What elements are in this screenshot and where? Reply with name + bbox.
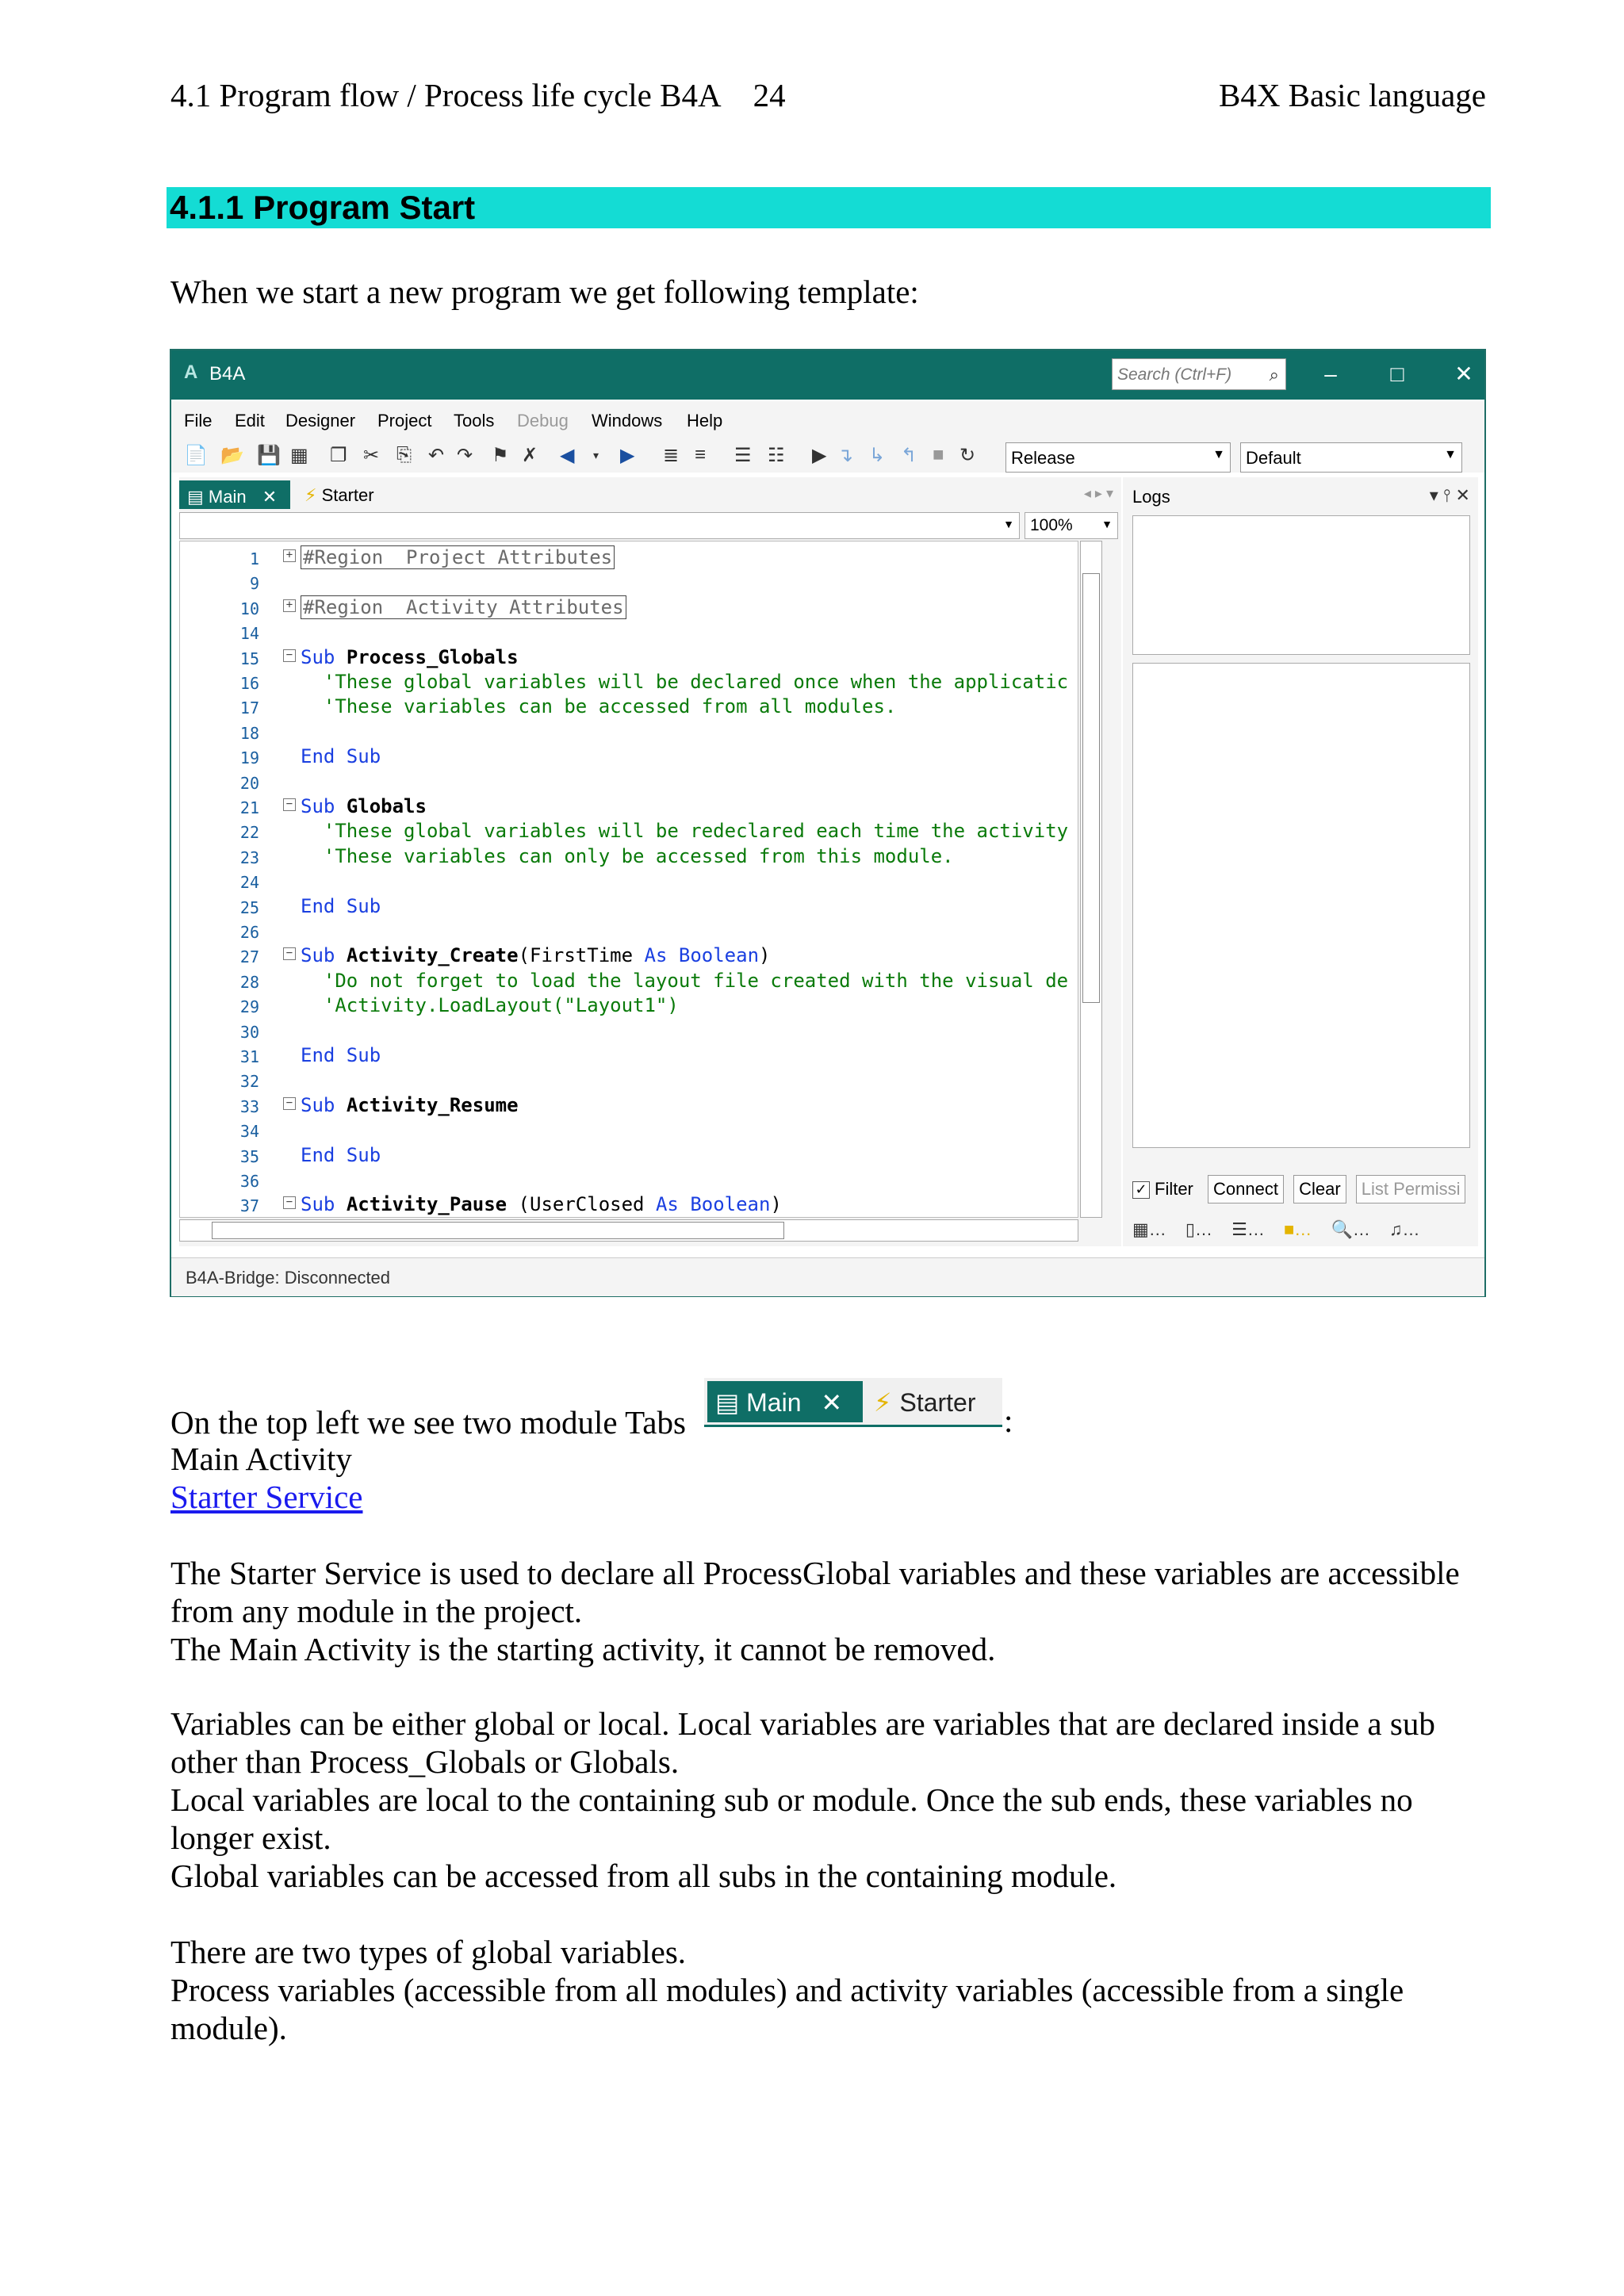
status-bar xyxy=(171,1257,1484,1296)
chevron-down-icon: ▼ xyxy=(1003,518,1014,530)
collapse-icon[interactable]: − xyxy=(283,798,296,811)
code-text: 'These global variables will be declared once when the applicatic xyxy=(323,671,1069,693)
snippet-starter-label: Starter xyxy=(899,1388,976,1417)
code-line[interactable] xyxy=(180,645,1078,669)
page-header-book: B4X Basic language xyxy=(1218,77,1486,113)
outline-icon[interactable]: ☰… xyxy=(1231,1219,1265,1239)
tab-starter[interactable] xyxy=(298,480,393,509)
filter-checkbox[interactable]: ✓ xyxy=(1132,1181,1150,1199)
snippet-tab-starter xyxy=(874,1387,976,1418)
save-all-icon[interactable]: ▦ xyxy=(290,445,308,466)
device-select[interactable] xyxy=(1240,442,1462,473)
line-number: 17 xyxy=(239,698,259,718)
expand-icon[interactable]: + xyxy=(283,549,296,562)
collapse-icon[interactable]: − xyxy=(283,947,296,960)
line-number: 36 xyxy=(239,1172,259,1191)
cut-icon[interactable]: ✂ xyxy=(363,445,380,466)
code-line[interactable] xyxy=(180,968,1078,993)
line-number: 33 xyxy=(239,1096,259,1116)
navigate-forward-icon[interactable]: ▶ xyxy=(620,445,635,466)
close-icon[interactable]: ✕ xyxy=(262,487,278,507)
bookmark-clear-icon[interactable]: ✗ xyxy=(522,445,538,466)
search-placeholder: Search (Ctrl+F) xyxy=(1117,365,1232,384)
code-view[interactable] xyxy=(179,541,1078,1218)
code-line[interactable] xyxy=(180,844,1078,868)
section-heading: 4.1.1 Program Start xyxy=(170,189,476,226)
line-number: 21 xyxy=(239,798,259,817)
logs-box-top xyxy=(1132,515,1470,655)
activity-icon: ▤ xyxy=(187,487,204,507)
snippet-main-label: Main xyxy=(746,1388,802,1417)
code-text: 'Do not forget to load the layout file created with the visual de xyxy=(323,969,1069,992)
code-line[interactable] xyxy=(180,1167,1078,1192)
build-config-value: Release xyxy=(1011,448,1075,468)
minimize-button[interactable]: – xyxy=(1324,362,1337,386)
tab-main-label: Main xyxy=(208,487,247,507)
uncomment-icon[interactable]: ☷ xyxy=(768,445,785,466)
line-number: 34 xyxy=(239,1122,259,1142)
filter-label: Filter xyxy=(1155,1179,1193,1199)
module-tabs-snippet xyxy=(704,1378,1002,1427)
code-text: 'These global variables will be redeclared each time the activity xyxy=(323,820,1069,843)
snippet-tab-main xyxy=(707,1381,863,1422)
page-header-section xyxy=(170,76,786,114)
code-line[interactable] xyxy=(180,545,1078,569)
collapse-icon[interactable]: − xyxy=(283,649,296,662)
panel-icons xyxy=(1132,1219,1419,1240)
code-text: Sub Globals xyxy=(301,795,427,817)
line-number: 23 xyxy=(239,848,259,867)
code-text: End Sub xyxy=(301,1044,381,1066)
designer-icon[interactable]: ▯… xyxy=(1185,1219,1213,1239)
paragraph-line: Variables can be either global or local. Local variables are variables that are declared inside a sub xyxy=(170,1705,1435,1742)
paragraph-line: Local variables are local to the containing sub or module. Once the sub ends, these variables no xyxy=(170,1781,1413,1818)
main-activity-line: Main Activity xyxy=(170,1441,352,1477)
tabs-sentence xyxy=(170,1403,686,1441)
bookmark-icon[interactable]: ⚑ xyxy=(492,445,509,466)
code-text: End Sub xyxy=(301,745,381,768)
line-number: 24 xyxy=(239,873,259,893)
code-text: Sub Activity_Create(FirstTime As Boolean) xyxy=(301,944,771,967)
copy-icon[interactable]: ❐ xyxy=(330,445,347,466)
paragraph-line: other than Process_Globals or Globals. xyxy=(170,1743,680,1780)
code-line[interactable] xyxy=(180,1018,1078,1043)
activity-icon: ▤ xyxy=(715,1388,740,1417)
ide-window xyxy=(170,349,1486,1297)
line-number: 16 xyxy=(239,674,259,693)
menu-tools[interactable]: Tools xyxy=(454,411,495,430)
code-editor-panel xyxy=(179,477,1121,1246)
line-number: 31 xyxy=(239,1047,259,1066)
status-text: B4A-Bridge: Disconnected xyxy=(186,1268,391,1288)
open-icon[interactable]: 📂 xyxy=(220,445,244,466)
menu-debug[interactable]: Debug xyxy=(517,411,569,430)
code-line[interactable] xyxy=(180,569,1078,594)
code-line[interactable] xyxy=(180,1142,1078,1167)
logs-panel xyxy=(1123,477,1478,1246)
code-line[interactable] xyxy=(180,1043,1078,1067)
code-text: #Region Project Attributes xyxy=(301,546,615,568)
paragraph-line: Global variables can be accessed from all subs in the containing module. xyxy=(170,1858,1117,1894)
expand-icon[interactable]: + xyxy=(283,599,296,612)
tab-main[interactable] xyxy=(179,480,290,509)
step-over-icon[interactable]: ↳ xyxy=(869,445,886,466)
starter-service-link[interactable]: Starter Service xyxy=(170,1479,363,1515)
code-line[interactable] xyxy=(180,894,1078,918)
clear-button[interactable]: Clear xyxy=(1293,1175,1346,1203)
code-line[interactable] xyxy=(180,769,1078,794)
line-number: 27 xyxy=(239,947,259,967)
undo-icon[interactable]: ↶ xyxy=(428,445,445,466)
menu-designer[interactable]: Designer xyxy=(285,411,356,430)
stop-icon[interactable]: ■ xyxy=(933,444,944,465)
menu-help[interactable]: Help xyxy=(687,411,723,430)
line-number: 19 xyxy=(239,748,259,768)
libraries-icon[interactable]: ♫… xyxy=(1388,1219,1420,1239)
navigate-back-icon[interactable]: ◀ xyxy=(560,445,575,466)
line-number: 14 xyxy=(239,624,259,644)
header-section-title: 4.1 Program flow / Process life cycle B4A xyxy=(170,77,722,113)
editor-subbar xyxy=(179,511,1121,539)
list-permissions-button[interactable]: List Permissi xyxy=(1356,1175,1466,1203)
search-input[interactable] xyxy=(1112,358,1286,390)
b4a-logo-icon: A xyxy=(184,362,198,383)
line-number: 26 xyxy=(239,923,259,942)
code-line[interactable] xyxy=(180,993,1078,1017)
code-text: Sub Process_Globals xyxy=(301,645,519,668)
code-line[interactable] xyxy=(180,868,1078,893)
tabs-sentence-colon: : xyxy=(1004,1402,1013,1439)
modules-icon[interactable]: ▦… xyxy=(1132,1219,1166,1239)
lightning-icon: ⚡ xyxy=(304,485,317,505)
tabs-sentence-text: On the top left we see two module Tabs xyxy=(170,1404,686,1441)
scroll-thumb[interactable] xyxy=(212,1222,784,1239)
zoom-value: 100% xyxy=(1030,516,1073,534)
code-line[interactable] xyxy=(180,719,1078,744)
code-text: 'These variables can be accessed from all modules. xyxy=(323,695,897,718)
find-icon[interactable]: 🔍… xyxy=(1331,1219,1370,1239)
indent-icon[interactable]: ≣ xyxy=(663,445,680,466)
zoom-select[interactable] xyxy=(1025,512,1118,539)
paragraph-line: The Main Activity is the starting activity, it cannot be removed. xyxy=(170,1631,996,1667)
code-line[interactable] xyxy=(180,669,1078,694)
code-text: End Sub xyxy=(301,894,381,917)
horizontal-scrollbar[interactable] xyxy=(179,1219,1078,1242)
comment-icon[interactable]: ☰ xyxy=(734,445,752,466)
menu-project[interactable]: Project xyxy=(377,411,432,430)
line-number: 9 xyxy=(249,574,259,594)
line-number: 22 xyxy=(239,823,259,843)
code-line[interactable] xyxy=(180,1192,1078,1216)
outdent-icon[interactable]: ≡ xyxy=(695,444,707,465)
code-line[interactable] xyxy=(180,794,1078,818)
code-text: End Sub xyxy=(301,1143,381,1166)
page-number: 24 xyxy=(753,77,786,113)
line-number: 1 xyxy=(249,549,259,568)
tab-scroll-controls[interactable]: ◂ ▸ ▾ xyxy=(1083,485,1113,501)
maximize-button[interactable]: □ xyxy=(1390,362,1404,386)
restart-icon[interactable]: ↻ xyxy=(959,445,976,466)
code-text: 'Activity.LoadLayout("Layout1") xyxy=(323,994,679,1017)
menu-bar xyxy=(171,401,1484,436)
lightning-icon: ⚡ xyxy=(874,1388,892,1417)
intro-text: When we start a new program we get following template: xyxy=(170,274,919,310)
device-value: Default xyxy=(1246,448,1301,468)
line-number: 20 xyxy=(239,773,259,793)
sub-selector[interactable] xyxy=(179,512,1020,539)
menu-windows[interactable]: Windows xyxy=(592,411,663,430)
new-project-icon[interactable]: 📄 xyxy=(184,445,208,466)
code-text: Sub Activity_Pause (UserClosed As Boolean) xyxy=(301,1193,782,1216)
line-number: 18 xyxy=(239,723,259,743)
code-line[interactable] xyxy=(180,818,1078,843)
step-into-icon[interactable]: ↴ xyxy=(837,445,854,466)
search-icon: ⌕ xyxy=(1269,365,1279,385)
section-heading-bar xyxy=(167,187,1491,228)
save-icon[interactable]: 💾 xyxy=(257,445,281,466)
code-line[interactable] xyxy=(180,694,1078,718)
close-icon: ✕ xyxy=(821,1388,843,1417)
close-button[interactable]: ✕ xyxy=(1454,362,1473,386)
code-line[interactable] xyxy=(180,918,1078,943)
window-title: B4A xyxy=(209,363,246,385)
back-dropdown-icon[interactable]: ▾ xyxy=(593,449,599,461)
chevron-down-icon: ▼ xyxy=(1444,448,1457,461)
build-config-select[interactable] xyxy=(1005,442,1231,473)
files-icon[interactable]: ■… xyxy=(1284,1219,1312,1239)
tab-underline xyxy=(704,1425,1002,1427)
vertical-scrollbar[interactable] xyxy=(1080,541,1102,1218)
paragraph-line: Process variables (accessible from all modules) and activity variables (accessible from a single xyxy=(170,1972,1404,2008)
line-number: 25 xyxy=(239,897,259,917)
redo-icon[interactable]: ↷ xyxy=(457,445,473,466)
module-tabs xyxy=(179,477,1121,509)
paragraph-line: module). xyxy=(170,2010,287,2046)
collapse-icon[interactable]: − xyxy=(283,1196,296,1209)
line-number: 15 xyxy=(239,649,259,668)
line-number: 32 xyxy=(239,1072,259,1092)
run-icon[interactable]: ▶ xyxy=(812,445,827,466)
code-line[interactable] xyxy=(180,744,1078,768)
logs-buttons xyxy=(1132,1175,1470,1203)
title-bar xyxy=(171,350,1484,400)
line-number: 35 xyxy=(239,1146,259,1166)
collapse-icon[interactable]: − xyxy=(283,1097,296,1110)
menu-file[interactable]: File xyxy=(184,411,213,430)
code-line[interactable] xyxy=(180,1117,1078,1142)
code-text: #Region Activity Attributes xyxy=(301,596,626,618)
line-number: 10 xyxy=(239,599,259,618)
line-number: 29 xyxy=(239,997,259,1017)
panel-controls[interactable]: ▾ ⫯ ✕ xyxy=(1429,485,1470,505)
logs-box xyxy=(1132,663,1470,1148)
paragraph-line: The Starter Service is used to declare all ProcessGlobal variables and these variables are accessible xyxy=(170,1555,1460,1591)
paragraph-line: There are two types of global variables. xyxy=(170,1934,687,1970)
paragraph-line: from any module in the project. xyxy=(170,1593,583,1629)
connect-button[interactable]: Connect xyxy=(1208,1175,1284,1203)
logs-title: Logs xyxy=(1132,487,1170,507)
code-text: Sub Activity_Resume xyxy=(301,1093,519,1116)
code-text: 'These variables can only be accessed from this module. xyxy=(323,844,954,867)
code-line[interactable] xyxy=(180,595,1078,619)
line-number: 28 xyxy=(239,972,259,992)
code-line[interactable] xyxy=(180,619,1078,644)
chevron-down-icon: ▼ xyxy=(1212,448,1225,461)
chevron-down-icon: ▼ xyxy=(1101,518,1113,530)
line-number: 30 xyxy=(239,1022,259,1042)
toolbar xyxy=(171,436,1484,473)
code-line[interactable] xyxy=(180,943,1078,967)
paste-icon[interactable]: ⎘ xyxy=(396,444,412,465)
code-line[interactable] xyxy=(180,1067,1078,1092)
line-number: 37 xyxy=(239,1196,259,1216)
menu-edit[interactable]: Edit xyxy=(235,411,265,430)
scroll-thumb[interactable] xyxy=(1082,573,1100,1003)
tab-starter-label: Starter xyxy=(321,485,374,505)
step-out-icon[interactable]: ↰ xyxy=(901,445,917,466)
paragraph-line: longer exist. xyxy=(170,1820,331,1856)
code-line[interactable] xyxy=(180,1093,1078,1117)
